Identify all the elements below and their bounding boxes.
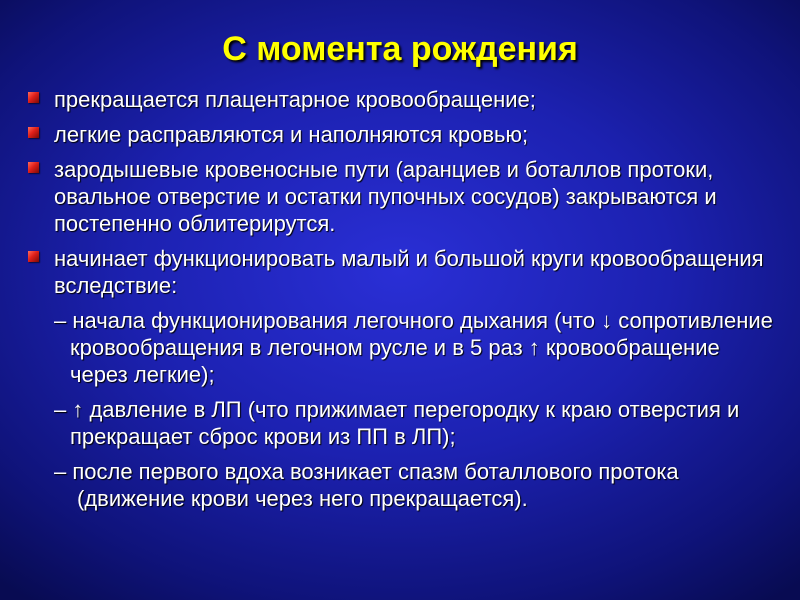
bullet-item <box>22 121 782 148</box>
bullet-item <box>22 156 782 237</box>
sub-item: – ↑ давление в ЛП (что прижимает перегородку к краю отверстия и прекращает сброс крови из ПП в ЛП); <box>54 397 740 449</box>
bullet-item <box>22 86 782 113</box>
sub-item: – после первого вдоха возникает спазм боталлового протока (движение крови через него прекращается). <box>54 459 679 511</box>
slide-content <box>22 86 782 520</box>
bullet-text: легкие расправляются и наполняются кровью; <box>54 122 529 147</box>
sub-item: – начала функционирования легочного дыхания (что ↓ сопротивление кровообращения в легочном русле и в 5 раз ↑ кровообращение через легкие); <box>54 308 773 387</box>
bullet-text: прекращается плацентарное кровообращение; <box>54 87 536 112</box>
red-square-bullet-icon <box>28 127 39 138</box>
bullet-item <box>22 245 782 299</box>
red-square-bullet-icon <box>28 251 39 262</box>
bullet-text: зародышевые кровеносные пути (аранциев и боталлов протоки, овальное отверстие и остатки пупочных сосудов) закрываются и постепенно облитерирутся. <box>54 157 717 236</box>
bullet-text: начинает функционировать малый и большой круги кровообращения вследствие: <box>54 246 764 298</box>
red-square-bullet-icon <box>28 92 39 103</box>
slide-title: С момента рождения <box>222 30 578 68</box>
red-square-bullet-icon <box>28 162 39 173</box>
